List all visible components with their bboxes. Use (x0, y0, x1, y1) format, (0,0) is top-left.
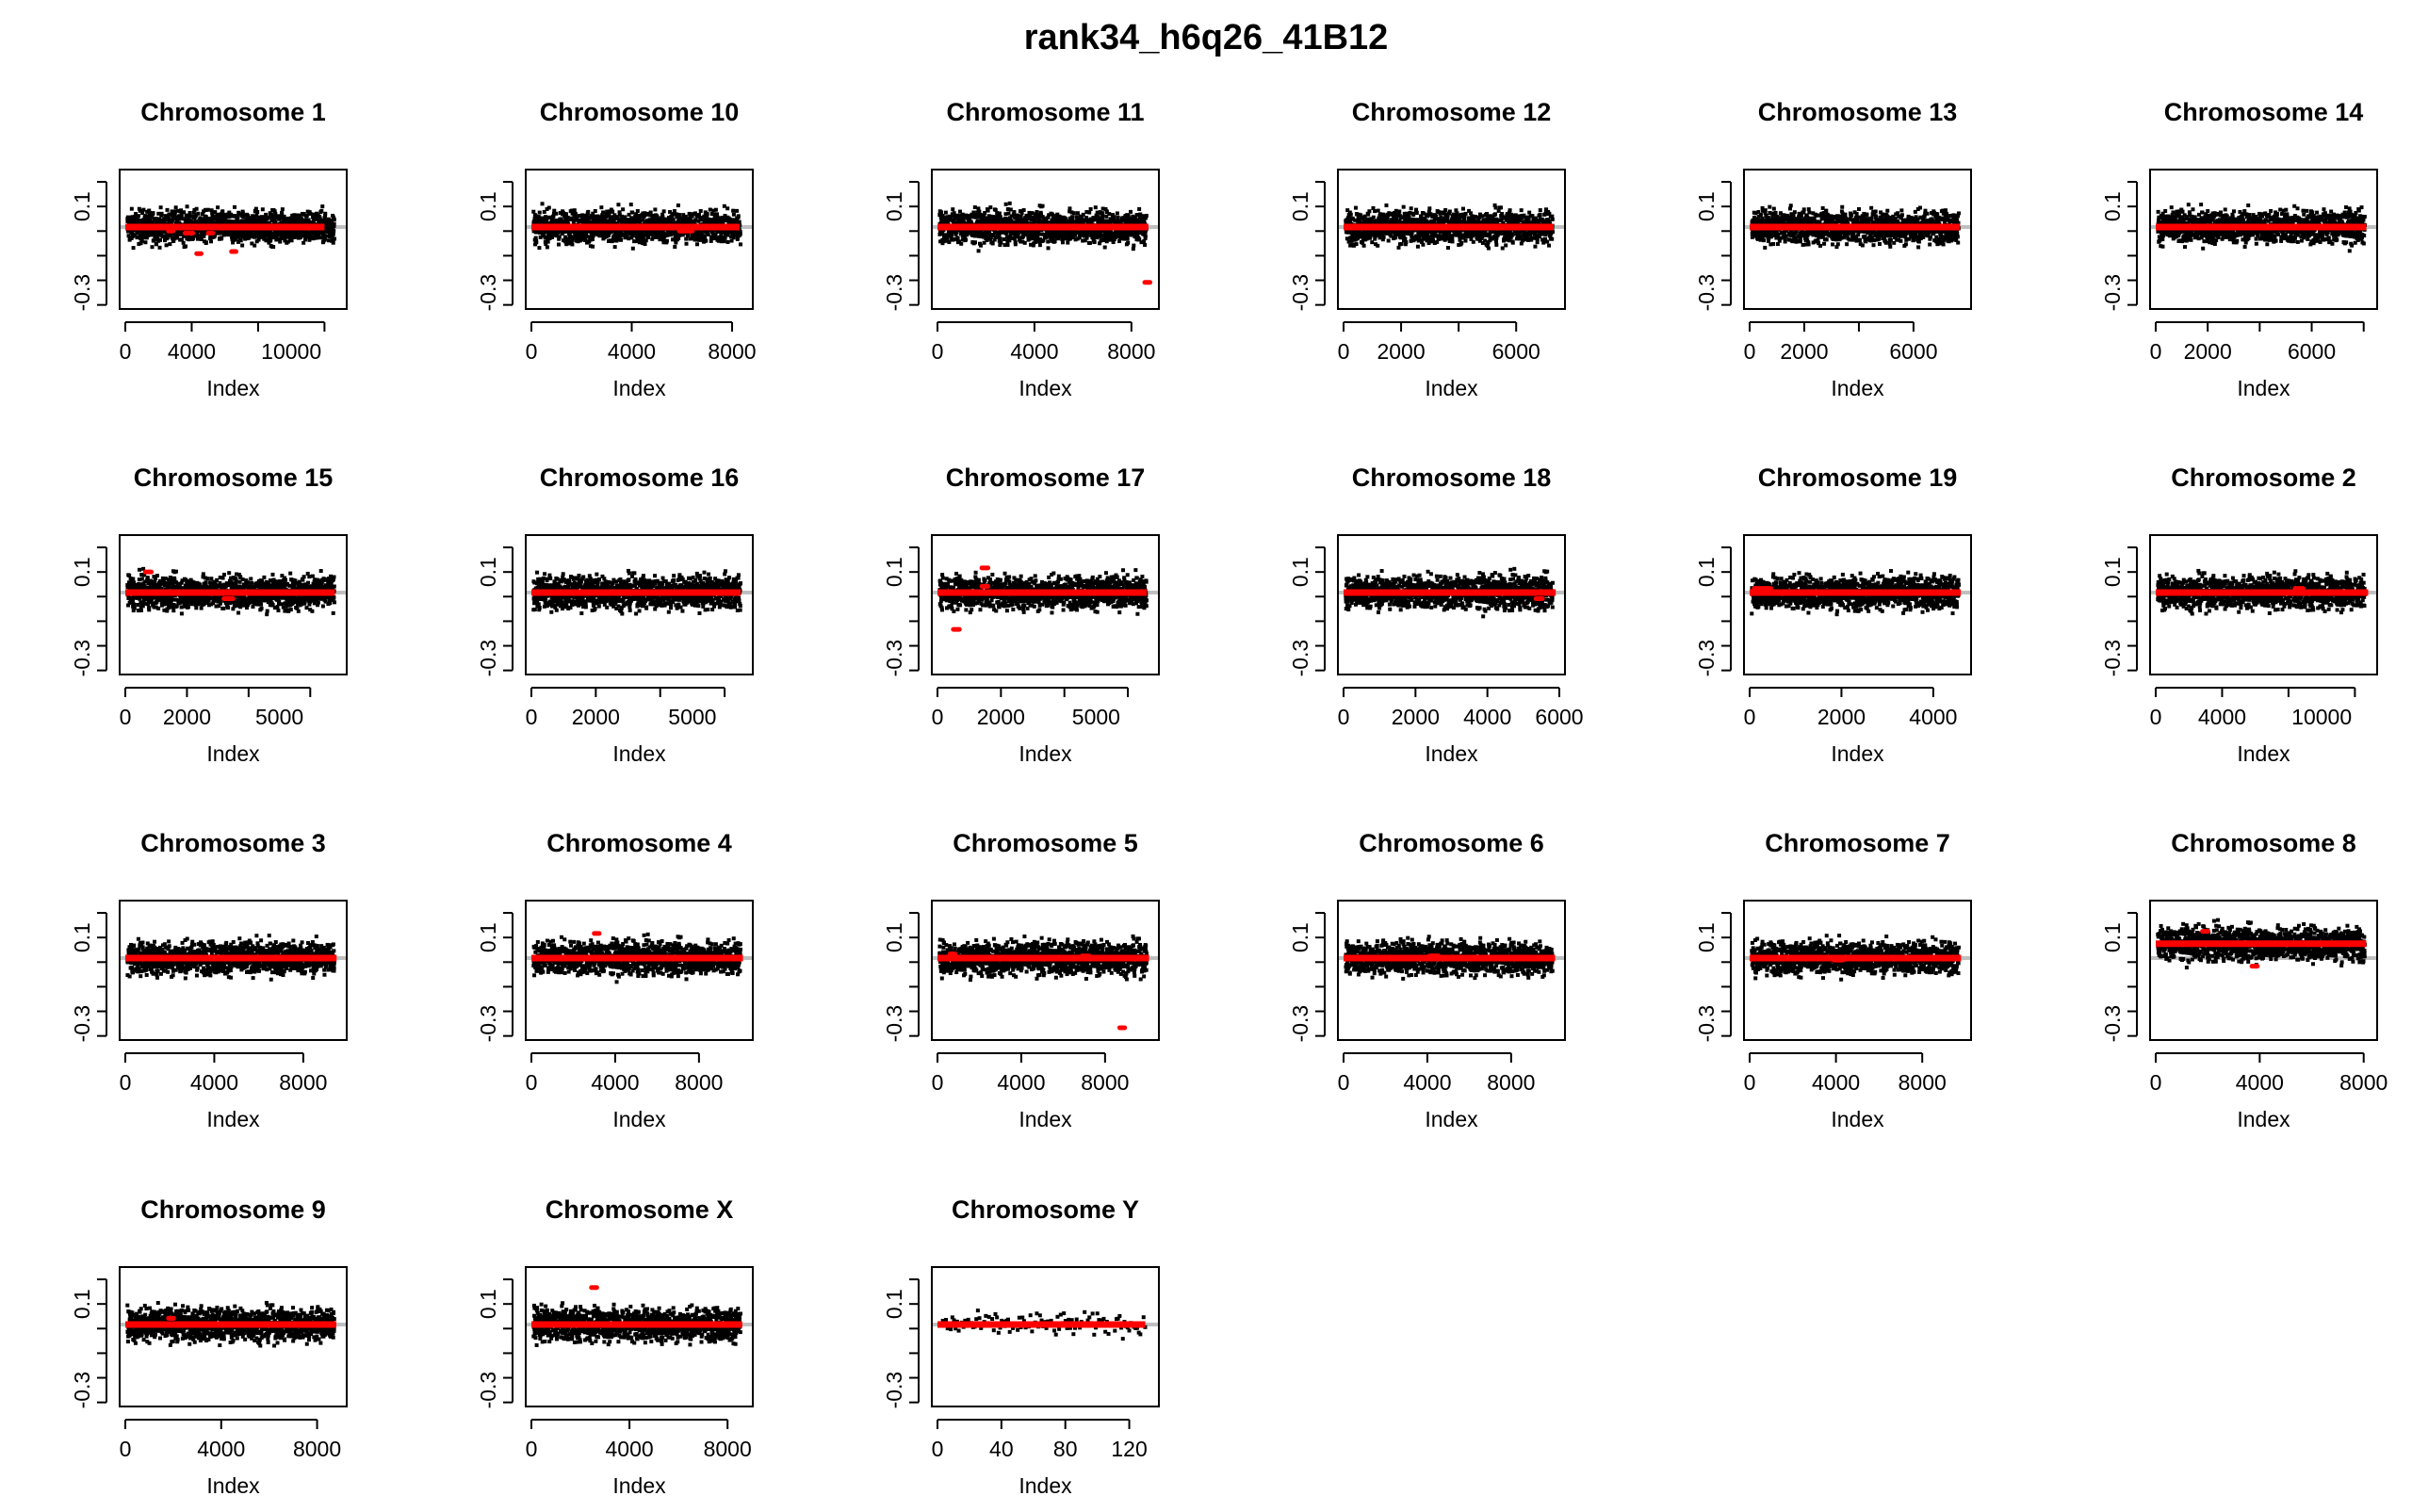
x-tick-label: 8000 (1107, 339, 1155, 364)
data-point (168, 242, 171, 246)
chart-panel (882, 98, 1159, 400)
data-point (1041, 204, 1045, 208)
data-point (1372, 216, 1376, 219)
data-point (1399, 242, 1403, 246)
data-point (547, 206, 551, 210)
data-point (261, 207, 265, 211)
data-point (704, 239, 708, 243)
y-tick-label: 0.1 (70, 191, 94, 221)
data-point (1061, 240, 1065, 244)
x-tick-label: 0 (526, 339, 538, 364)
data-point (151, 211, 155, 215)
data-point (988, 205, 992, 209)
data-point (1006, 212, 1010, 216)
data-point (1113, 215, 1116, 219)
x-tick-label: 10000 (261, 339, 321, 364)
data-point (196, 212, 200, 216)
data-point (956, 236, 960, 239)
data-point (1129, 210, 1133, 214)
data-point (961, 213, 965, 217)
data-point (206, 208, 210, 212)
data-point (979, 244, 983, 248)
data-point (1416, 245, 1420, 249)
data-point (1004, 203, 1008, 206)
data-point (1354, 206, 1358, 210)
data-point (1094, 205, 1098, 209)
data-point (629, 203, 633, 206)
data-point (699, 209, 703, 213)
data-point (155, 242, 158, 246)
data-point (1397, 246, 1401, 250)
data-point (1066, 241, 1069, 245)
x-axis-label: Index (206, 376, 260, 400)
data-point (676, 203, 680, 207)
data-point (333, 222, 336, 226)
data-point (546, 245, 549, 249)
data-point (738, 220, 742, 224)
data-point (999, 241, 1002, 245)
x-tick-label: 0 (932, 339, 944, 364)
data-point (1402, 205, 1406, 209)
data-point (140, 239, 144, 243)
data-point (983, 211, 986, 215)
data-point (735, 209, 739, 213)
data-point (537, 246, 541, 250)
y-tick-label: -0.3 (882, 274, 906, 312)
data-point (725, 206, 729, 210)
data-point (685, 242, 689, 246)
data-point (319, 209, 323, 213)
data-point (1407, 215, 1410, 219)
data-point (631, 247, 635, 251)
data-point (653, 207, 657, 211)
data-point (239, 238, 243, 242)
data-point (281, 207, 285, 211)
data-point (1068, 236, 1072, 240)
data-point (1023, 241, 1027, 245)
chart-title: Chromosome 11 (946, 98, 1144, 126)
data-point (546, 240, 550, 244)
data-point (644, 242, 647, 246)
data-point (739, 232, 742, 236)
data-point (725, 240, 729, 244)
data-point (1448, 209, 1452, 213)
data-point (137, 214, 140, 218)
data-point (1088, 241, 1092, 245)
data-point (141, 208, 145, 212)
data-point (541, 202, 545, 205)
data-point (570, 242, 574, 246)
chart-title: Chromosome 10 (540, 98, 740, 126)
data-point (646, 236, 650, 239)
data-point (611, 210, 614, 214)
data-point (1093, 240, 1097, 244)
data-point (132, 246, 136, 250)
data-point (714, 208, 718, 212)
data-point (1126, 241, 1130, 245)
data-point (255, 210, 259, 214)
data-point (188, 211, 192, 215)
data-point (709, 208, 712, 212)
data-point (1384, 203, 1388, 207)
data-point (1053, 239, 1057, 243)
data-point (977, 249, 981, 252)
data-point (195, 207, 199, 211)
data-point (991, 241, 995, 245)
data-point (1137, 207, 1141, 211)
data-point (591, 237, 595, 241)
x-axis-label: Index (1019, 376, 1072, 400)
data-point (130, 207, 134, 211)
data-point (1006, 243, 1010, 247)
data-point (601, 210, 605, 214)
y-tick-label: -0.3 (70, 274, 94, 312)
data-point (174, 205, 178, 209)
data-point (158, 238, 162, 242)
data-point (1355, 242, 1359, 246)
data-point (1415, 211, 1419, 215)
data-point (1100, 214, 1104, 218)
data-point (1038, 243, 1042, 247)
data-point (732, 236, 736, 239)
data-point (673, 245, 676, 249)
data-point (173, 210, 177, 214)
y-tick-label: -0.3 (476, 274, 500, 312)
data-point (695, 242, 699, 246)
data-point (1446, 246, 1450, 250)
data-point (195, 233, 199, 236)
data-point (1072, 211, 1076, 215)
x-axis-label: Index (612, 376, 666, 400)
data-point (1143, 243, 1147, 247)
data-point (1427, 206, 1431, 210)
data-point (1408, 211, 1411, 215)
data-point (706, 212, 709, 216)
data-point (333, 236, 336, 240)
data-point (216, 205, 220, 209)
data-point (332, 241, 335, 245)
panels (70, 98, 2388, 1498)
data-point (630, 211, 634, 215)
data-point (947, 240, 951, 244)
data-point (594, 209, 597, 213)
chart-panel (476, 98, 757, 400)
y-tick-label: 0.1 (476, 191, 500, 221)
data-point (151, 245, 155, 249)
data-point (1410, 206, 1413, 210)
data-point (171, 209, 174, 213)
data-point (591, 245, 595, 249)
data-point (1349, 213, 1353, 217)
data-point (333, 218, 336, 221)
chart-panel (70, 98, 347, 400)
data-point (655, 214, 659, 218)
data-point (534, 240, 538, 244)
data-point (1373, 209, 1377, 213)
data-point (204, 240, 208, 244)
data-point (1382, 236, 1386, 239)
data-point (1397, 210, 1401, 214)
data-point (531, 210, 535, 214)
data-point (959, 242, 963, 246)
data-point (739, 242, 742, 246)
data-point (1065, 218, 1068, 221)
data-point (1145, 214, 1149, 218)
data-point (1107, 212, 1111, 216)
data-point (737, 214, 741, 218)
data-point (586, 210, 590, 214)
data-point (143, 240, 147, 244)
chart-panel (1288, 98, 1565, 400)
data-point (668, 210, 672, 214)
data-point (951, 207, 954, 211)
y-tick-label: 0.1 (882, 191, 906, 221)
data-point (665, 239, 669, 243)
x-tick-label: 8000 (708, 339, 756, 364)
data-point (973, 205, 977, 209)
data-point (649, 210, 653, 214)
data-point (1366, 213, 1370, 217)
data-point (939, 210, 943, 214)
data-point (636, 209, 640, 213)
data-point (999, 236, 1002, 240)
data-point (662, 209, 666, 213)
data-point (613, 245, 617, 249)
data-point (278, 240, 282, 244)
data-point (731, 209, 735, 213)
data-point (973, 240, 977, 244)
data-point (1144, 235, 1148, 238)
data-point (158, 246, 162, 250)
data-point (1132, 244, 1135, 248)
data-point (1421, 243, 1425, 247)
data-point (554, 212, 558, 216)
data-point (621, 207, 625, 211)
data-point (1012, 210, 1016, 214)
data-point (320, 204, 324, 208)
chart-title: Chromosome 12 (1352, 98, 1552, 126)
data-point (1009, 207, 1013, 211)
data-point (240, 243, 244, 247)
data-point (597, 234, 601, 237)
data-point (986, 209, 990, 213)
data-point (220, 209, 224, 213)
x-tick-label: 0 (120, 339, 132, 364)
data-point (171, 219, 174, 222)
x-tick-label: 4000 (168, 339, 216, 364)
data-point (616, 203, 620, 206)
data-point (1076, 211, 1080, 215)
data-point (1008, 202, 1012, 205)
data-point (180, 237, 184, 241)
data-point (538, 211, 542, 215)
data-point (160, 212, 164, 216)
data-point (1014, 242, 1018, 246)
data-point (182, 241, 186, 245)
data-point (166, 208, 170, 212)
data-point (165, 243, 169, 247)
data-point (573, 208, 577, 212)
data-point (186, 204, 189, 208)
data-point (632, 239, 636, 243)
data-point (332, 232, 335, 236)
data-point (1443, 208, 1447, 212)
data-point (332, 229, 335, 233)
data-point (964, 237, 968, 241)
data-point (732, 213, 736, 217)
data-point (1404, 240, 1408, 244)
data-point (619, 238, 623, 242)
data-point (557, 243, 561, 247)
data-point (1070, 215, 1074, 219)
data-point (1103, 246, 1107, 250)
x-tick-label: 4000 (608, 339, 656, 364)
data-point (1132, 247, 1135, 251)
data-point (233, 205, 236, 209)
data-point (323, 212, 327, 216)
data-point (1067, 206, 1071, 210)
data-point (253, 244, 256, 248)
data-point (184, 244, 187, 248)
data-point (677, 213, 681, 217)
data-point (1022, 208, 1026, 212)
data-point (303, 237, 307, 241)
data-point (998, 212, 1002, 216)
data-point (1047, 246, 1051, 250)
data-point (1387, 238, 1391, 242)
data-point (1370, 240, 1374, 244)
data-point (1087, 211, 1091, 215)
data-point (1089, 207, 1093, 211)
figure-title: rank34_h6q26_41B12 (1024, 18, 1389, 57)
data-point (1377, 209, 1380, 213)
data-point (1126, 237, 1130, 241)
data-point (944, 211, 948, 215)
data-point (309, 212, 313, 216)
data-point (1403, 236, 1407, 240)
data-point (271, 245, 275, 249)
data-point (209, 239, 213, 243)
data-point (241, 212, 245, 216)
data-point (1376, 244, 1379, 248)
data-point (159, 205, 163, 209)
data-point (1116, 211, 1119, 215)
data-point (599, 205, 603, 209)
data-point (1367, 209, 1371, 213)
data-point (1013, 236, 1017, 240)
x-tick-label: 4000 (1010, 339, 1058, 364)
data-point (1116, 216, 1120, 219)
chart-title: Chromosome 1 (140, 98, 326, 126)
data-point (1362, 244, 1366, 248)
data-point (564, 212, 568, 216)
